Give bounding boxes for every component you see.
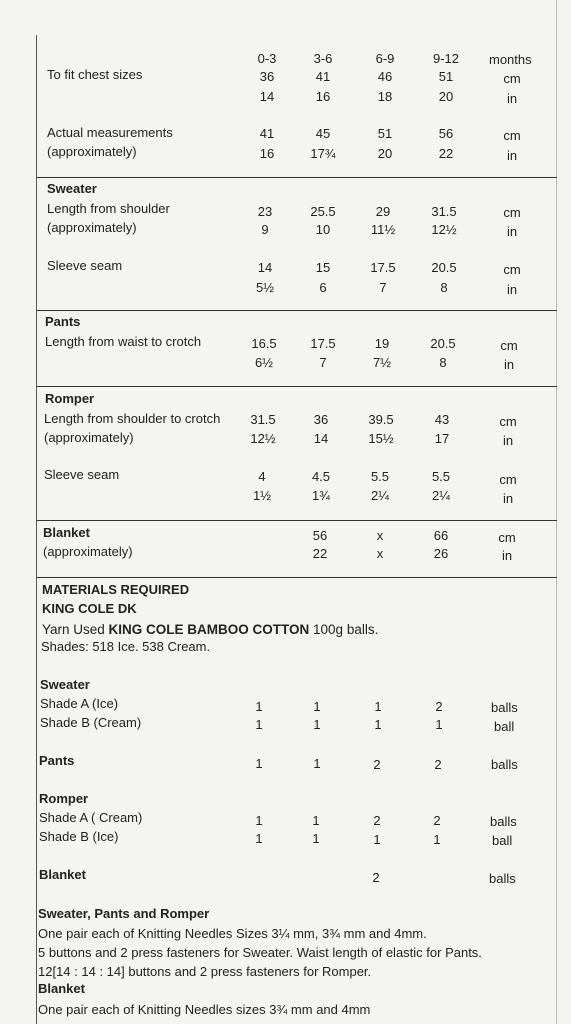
romper-length-cm: 39.5 <box>368 412 394 427</box>
size-header: 6-9 <box>375 51 395 66</box>
romper-sleeve-cm: 5.5 <box>370 469 390 484</box>
qty-romper-a: 2 <box>373 813 381 828</box>
sweater-length-cm: 29 <box>375 204 391 219</box>
romper-length-cm: 31.5 <box>250 412 276 427</box>
qty-sweater-a-unit: balls <box>491 700 518 715</box>
romper-length-in: 15½ <box>368 431 394 446</box>
sweater-sleeve-label: Sleeve seam <box>47 258 123 273</box>
qty-sweater-title: Sweater <box>40 677 90 692</box>
yarn-prefix: Yarn Used <box>42 622 109 637</box>
needles-title-1: Sweater, Pants and Romper <box>38 906 210 921</box>
romper-sleeve-label: Sleeve seam <box>44 467 120 482</box>
needles-title-2: Blanket <box>38 981 85 996</box>
romper-length-cm: 36 <box>313 412 329 427</box>
unit-cm: cm <box>499 472 517 487</box>
romper-length-approx: (approximately) <box>44 430 134 445</box>
sweater-length-label: Length from shoulder <box>47 201 170 216</box>
sweater-length-in: 10 <box>315 222 331 237</box>
qty-romper-a: 2 <box>433 813 441 828</box>
unit-in: in <box>501 548 513 563</box>
blanket-approx: (approximately) <box>43 544 133 559</box>
unit-cm: cm <box>503 71 521 86</box>
needles-line-1: One pair each of Knitting Needles Sizes 3¼ mm, 3¾ mm and 4mm. <box>38 926 427 941</box>
qty-pants: 1 <box>313 756 321 771</box>
yarn-name: KING COLE BAMBOO COTTON <box>108 622 310 637</box>
sweater-sleeve-in: 5½ <box>255 280 275 295</box>
actual-in: 16 <box>259 146 275 161</box>
right-rule <box>556 0 557 1024</box>
unit-in: in <box>506 282 518 297</box>
section-divider <box>37 520 557 521</box>
qty-romper-b-unit: ball <box>492 833 513 848</box>
chest-label: To fit chest sizes <box>47 67 143 82</box>
chest-in: 18 <box>377 89 393 104</box>
actual-in: 20 <box>377 146 393 161</box>
sweater-sleeve-in: 8 <box>440 280 448 295</box>
sweater-sleeve-in: 7 <box>379 280 387 295</box>
yarn-suffix: 100g balls. <box>309 622 379 637</box>
pants-in: 6½ <box>254 355 274 370</box>
qty-romper-a-unit: balls <box>490 814 517 829</box>
materials-title: MATERIALS REQUIRED <box>42 582 190 597</box>
sweater-length-in: 12½ <box>431 222 457 237</box>
pants-in: 7½ <box>372 355 392 370</box>
qty-blanket: 2 <box>372 870 380 885</box>
unit-months: months <box>489 52 532 67</box>
actual-cm: 56 <box>438 126 454 141</box>
romper-length-in: 12½ <box>250 431 276 446</box>
size-header: 0-3 <box>257 51 277 66</box>
section-divider <box>37 310 557 311</box>
blanket-in: 26 <box>433 546 449 561</box>
romper-length-cm: 43 <box>434 412 450 427</box>
qty-sweater-b: 1 <box>435 717 443 732</box>
romper-sleeve-cm: 4.5 <box>311 469 331 484</box>
qty-romper-title: Romper <box>39 791 89 806</box>
unit-in: in <box>502 491 514 506</box>
chest-cm: 46 <box>377 69 393 84</box>
qty-sweater-a: 1 <box>255 699 263 714</box>
qty-sweater-b-label: Shade B (Cream) <box>40 715 142 730</box>
actual-cm: 51 <box>377 126 393 141</box>
sweater-length-cm: 31.5 <box>431 204 457 219</box>
left-rule <box>36 35 37 1024</box>
materials-brand: KING COLE DK <box>42 601 137 616</box>
romper-sleeve-in: 1½ <box>252 488 272 503</box>
chest-in: 20 <box>438 89 454 104</box>
sweater-sleeve-cm: 17.5 <box>370 260 396 275</box>
qty-romper-b: 1 <box>433 832 441 847</box>
blanket-cm: 66 <box>433 528 449 543</box>
romper-length-label: Length from shoulder to crotch <box>44 411 221 426</box>
qty-sweater-a: 2 <box>435 699 443 714</box>
blanket-in: 22 <box>312 546 328 561</box>
blanket-cm: x <box>376 528 384 543</box>
romper-title: Romper <box>45 391 95 406</box>
pants-cm: 17.5 <box>310 336 336 351</box>
unit-cm: cm <box>499 414 517 429</box>
qty-sweater-b: 1 <box>313 717 321 732</box>
romper-length-in: 14 <box>313 431 329 446</box>
unit-in: in <box>506 148 518 163</box>
size-header: 3-6 <box>313 51 333 66</box>
actual-cm: 45 <box>315 126 331 141</box>
sweater-length-in: 9 <box>261 222 269 237</box>
section-divider <box>37 577 557 578</box>
unit-cm: cm <box>503 205 521 220</box>
qty-pants: 2 <box>434 757 442 772</box>
blanket-in: x <box>376 546 384 561</box>
unit-in: in <box>503 357 515 372</box>
qty-sweater-b-unit: ball <box>494 719 515 734</box>
sweater-sleeve-cm: 20.5 <box>431 260 457 275</box>
sweater-length-in: 11½ <box>370 222 396 237</box>
qty-sweater-a: 1 <box>313 699 321 714</box>
actual-label-approx: (approximately) <box>47 144 137 159</box>
section-divider <box>37 177 557 178</box>
section-divider <box>37 386 557 387</box>
sweater-sleeve-cm: 15 <box>315 260 331 275</box>
sweater-title: Sweater <box>47 181 97 196</box>
romper-sleeve-in: 2¼ <box>431 488 451 503</box>
chest-in: 14 <box>259 89 275 104</box>
chest-in: 16 <box>315 89 331 104</box>
sweater-length-approx: (approximately) <box>47 220 137 235</box>
pants-cm: 16.5 <box>251 336 277 351</box>
pants-title: Pants <box>45 314 81 329</box>
actual-label: Actual measurements <box>47 125 173 140</box>
romper-sleeve-cm: 5.5 <box>431 469 451 484</box>
pants-in: 8 <box>439 355 447 370</box>
qty-sweater-b: 1 <box>374 717 382 732</box>
qty-blanket-title: Blanket <box>39 867 86 882</box>
unit-cm: cm <box>503 128 521 143</box>
qty-pants-title: Pants <box>39 753 75 768</box>
unit-in: in <box>506 91 518 106</box>
qty-romper-a-label: Shade A ( Cream) <box>39 810 143 825</box>
pants-cm: 20.5 <box>430 336 456 351</box>
chest-cm: 36 <box>259 69 275 84</box>
pants-label: Length from waist to crotch <box>45 334 202 349</box>
unit-cm: cm <box>500 338 518 353</box>
yarn-used <box>42 621 378 639</box>
qty-romper-b: 1 <box>312 831 320 846</box>
pants-in: 7 <box>319 355 327 370</box>
romper-sleeve-in: 2¼ <box>370 488 390 503</box>
qty-sweater-a-label: Shade A (Ice) <box>40 696 119 711</box>
unit-in: in <box>506 224 518 239</box>
chest-cm: 51 <box>438 69 454 84</box>
qty-pants: 2 <box>373 757 381 772</box>
qty-blanket-unit: balls <box>489 871 516 886</box>
qty-pants: 1 <box>255 756 263 771</box>
qty-romper-b: 1 <box>373 832 381 847</box>
shades: Shades: 518 Ice. 538 Cream. <box>41 639 211 654</box>
size-header: 9-12 <box>432 51 460 66</box>
actual-in: 22 <box>438 146 454 161</box>
pants-cm: 19 <box>374 336 390 351</box>
unit-cm: cm <box>503 262 521 277</box>
actual-cm: 41 <box>259 126 275 141</box>
romper-sleeve-cm: 4 <box>258 469 266 484</box>
sweater-length-cm: 25.5 <box>310 204 336 219</box>
qty-romper-b: 1 <box>255 831 263 846</box>
qty-romper-a: 1 <box>255 813 263 828</box>
qty-sweater-a: 1 <box>374 699 382 714</box>
unit-cm: cm <box>498 530 516 545</box>
needles-line-3: 12[14 : 14 : 14] buttons and 2 press fasteners for Romper. <box>38 964 372 979</box>
needles-line-2: 5 buttons and 2 press fasteners for Sweater. Waist length of elastic for Pants. <box>38 945 482 960</box>
qty-sweater-b: 1 <box>255 717 263 732</box>
sweater-length-cm: 23 <box>257 204 273 219</box>
sweater-sleeve-in: 6 <box>319 280 327 295</box>
needles-line-4: One pair each of Knitting Needles sizes 3¾ mm and 4mm <box>38 1002 371 1017</box>
actual-in: 17¾ <box>310 146 336 161</box>
romper-length-in: 17 <box>434 431 450 446</box>
qty-romper-a: 1 <box>312 813 320 828</box>
chest-cm: 41 <box>315 69 331 84</box>
qty-romper-b-label: Shade B (Ice) <box>39 829 119 844</box>
unit-in: in <box>502 433 514 448</box>
romper-sleeve-in: 1¾ <box>311 488 331 503</box>
blanket-cm: 56 <box>312 528 328 543</box>
sweater-sleeve-cm: 14 <box>257 260 273 275</box>
qty-pants-unit: balls <box>491 757 518 772</box>
blanket-title: Blanket <box>43 525 90 540</box>
